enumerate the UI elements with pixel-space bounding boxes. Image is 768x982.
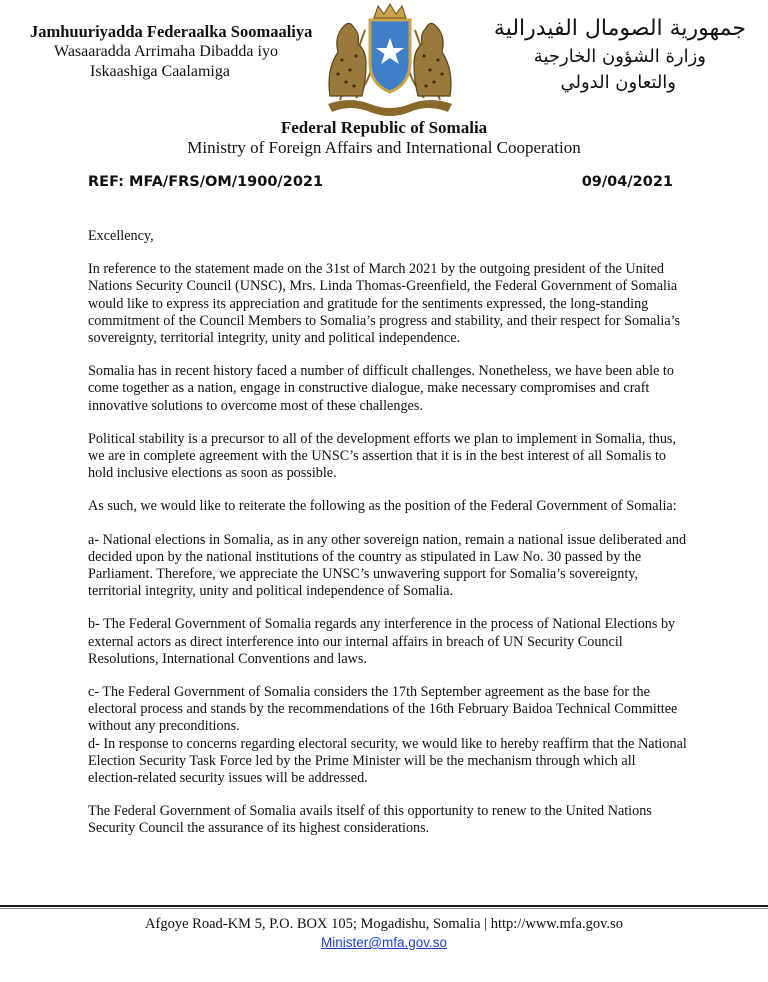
point-b: b- The Federal Government of Somalia regards any interference in the process of National Elections by external actors as direct interference into our internal affairs in breach of UN Security Council Resolutions, International Conventions and laws.: [88, 616, 676, 667]
footer-address: Afgoye Road-KM 5, P.O. BOX 105; Mogadishu, Somalia | http://www.mfa.gov.so: [145, 916, 623, 932]
closing-paragraph: The Federal Government of Somalia avails itself of this opportunity to renew to the United Nations Security Council the assurance of its highest considerations.: [88, 803, 652, 837]
letterhead-somali-line-3: Iskaashiga Caalamiga: [90, 63, 230, 80]
salutation: Excellency,: [88, 228, 154, 244]
letterhead-ministry: Ministry of Foreign Affairs and International Cooperation: [187, 138, 581, 157]
footer-divider-thin: [0, 908, 768, 909]
footer-email-row: [0, 935, 768, 950]
paragraph-4: As such, we would like to reiterate the following as the position of the Federal Government of Somalia:: [88, 498, 677, 515]
letter-date: 09/04/2021: [581, 174, 673, 190]
reference-row: [88, 174, 673, 190]
footer-divider: [0, 905, 768, 907]
footer-email-link[interactable]: Minister@mfa.gov.so: [321, 935, 447, 950]
letterhead-title: Federal Republic of Somalia: [280, 118, 488, 137]
letterhead-somali-line-2: Wasaaradda Arrimaha Dibadda iyo: [54, 43, 278, 60]
letterhead-somali-line-1: Jamhuuriyadda Federaalka Soomaaliya: [30, 22, 313, 41]
point-a: a- National elections in Somalia, as in any other sovereign nation, remain a national issue deliberated and decided upon by the national institutions of the country as stipulated in Law No. 30 passed by the Parliament. Therefore, we appreciate the UNSC’s unwavering support for Somalia’s sovereignty, territorial integrity, unity and political independence of Somalia.: [88, 531, 687, 600]
point-c: c- The Federal Government of Somalia considers the 17th September agreement as the base for the electoral process and stands by the recommendations of the 16th February Baidoa Technical Committee without any preconditions.: [88, 684, 678, 735]
letterhead-arabic-line-2: وزارة الشؤون الخارجية: [533, 46, 706, 67]
letterhead-arabic-block: [446, 14, 746, 96]
letter-body: [88, 228, 688, 854]
reference-number: REF: MFA/FRS/OM/1900/2021: [88, 174, 324, 190]
letterhead-arabic-line-3: والتعاون الدولي: [560, 72, 676, 93]
letterhead-arabic-line-1: جمهورية الصومال الفيدرالية: [493, 16, 746, 41]
letterhead: [0, 0, 768, 170]
letterhead-somali-block: [30, 22, 330, 82]
paragraph-3: Political stability is a precursor to all of the development efforts we plan to implement in Somalia, thus, we are in complete agreement with the UNSC’s assertion that it is in the best interest of all Somalis to hold inclusive elections as soon as possible.: [88, 430, 677, 482]
point-d: d- In response to concerns regarding electoral security, we would like to hereby reaffirm that the National Election Security Task Force led by the Prime Minister will be the mechanism through which all election-related security issues will be addressed.: [88, 735, 687, 787]
somalia-coat-of-arms-icon: [320, 0, 460, 118]
paragraph-1: In reference to the statement made on the 31st of March 2021 by the outgoing president of the United Nations Security Council (UNSC), Mrs. Linda Thomas-Greenfield, the Federal Government of Somalia would like to express its appreciation and gratitude for the sentiments expressed, the long-standing commitment of the Council Members to Somalia’s progress and stability, and their respect for Somalia’s sovereignty, territorial integrity, unity and political independence.: [88, 261, 681, 347]
paragraph-2: Somalia has in recent history faced a number of difficult challenges. Nonetheless, we have been able to come together as a nation, engage in constructive dialogue, make necessary compromises and craft innovative solutions to overcome most of these challenges.: [88, 363, 674, 414]
